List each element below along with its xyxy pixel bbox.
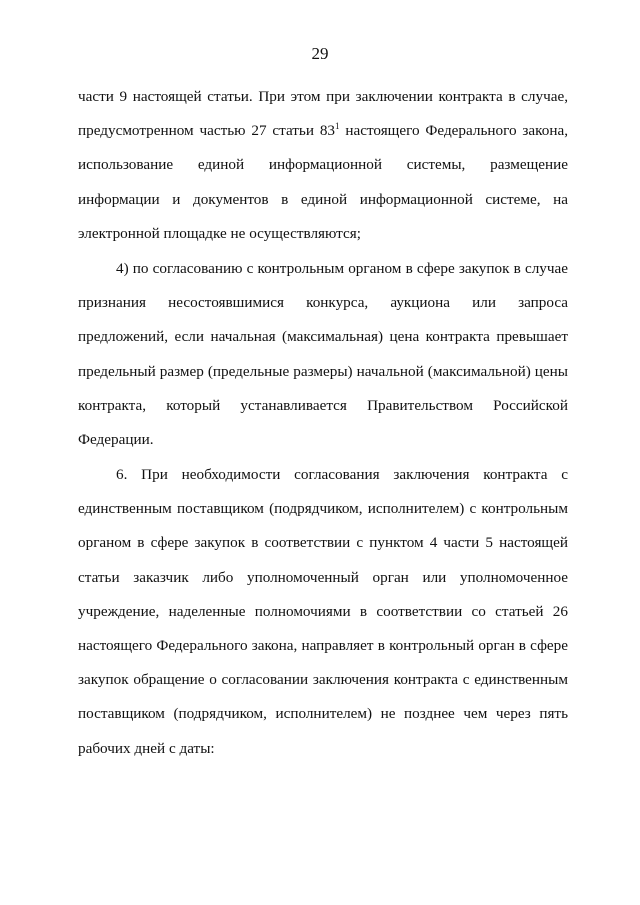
text-line: 4) по согласованию с контрольным органом в сфере закупок в случае bbox=[116, 259, 568, 277]
text-line: поставщиком (подрядчиком, исполнителем) не позднее чем через пять bbox=[78, 705, 568, 723]
text-line: 6. При необходимости согласования заключения контракта с bbox=[116, 466, 568, 484]
text-line: статьи заказчик либо уполномоченный орган или уполномоченное bbox=[78, 568, 568, 586]
text-line: Федерации. bbox=[78, 430, 154, 448]
text-segment: предусмотренном частью 27 статьи 83 bbox=[78, 122, 336, 140]
text-line: предельный размер (предельные размеры) начальной (максимальной) цены bbox=[78, 362, 568, 380]
paragraph-item-4 bbox=[78, 252, 568, 457]
text-line: использование единой информационной системы, размещение bbox=[78, 156, 568, 174]
text-line: закупок обращение о согласовании заключения контракта с единственным bbox=[78, 671, 568, 689]
text-line: единственным поставщиком (подрядчиком, исполнителем) с контрольным bbox=[78, 500, 568, 518]
paragraph-continuation bbox=[78, 80, 568, 251]
text-line: органом в сфере закупок в соответствии с пунктом 4 части 5 настоящей bbox=[78, 534, 568, 552]
superscript: 1 bbox=[335, 121, 340, 132]
text-line: части 9 настоящей статьи. При этом при заключении контракта в случае, bbox=[78, 88, 568, 105]
text-line: предложений, если начальная (максимальная) цена контракта превышает bbox=[78, 328, 568, 346]
text-line: настоящего Федерального закона, направляет в контрольный орган в сфере bbox=[78, 637, 568, 654]
text-line: рабочих дней с даты: bbox=[78, 739, 215, 757]
text-line: контракта, который устанавливается Правительством Российской bbox=[78, 396, 568, 414]
text-line: информации и документов в единой информационной системе, на bbox=[78, 190, 568, 208]
text-segment: настоящего Федерального закона, bbox=[339, 122, 568, 140]
page-number: 29 bbox=[311, 44, 329, 63]
text-line: учреждение, наделенные полномочиями в соответствии со статьей 26 bbox=[78, 602, 568, 620]
text-line: электронной площадке не осуществляются; bbox=[78, 224, 361, 242]
text-line: признания несостоявшимися конкурса, аукциона или запроса bbox=[78, 294, 568, 312]
paragraph-section-6 bbox=[78, 458, 568, 766]
document-body bbox=[78, 80, 568, 766]
text-line bbox=[78, 114, 568, 148]
